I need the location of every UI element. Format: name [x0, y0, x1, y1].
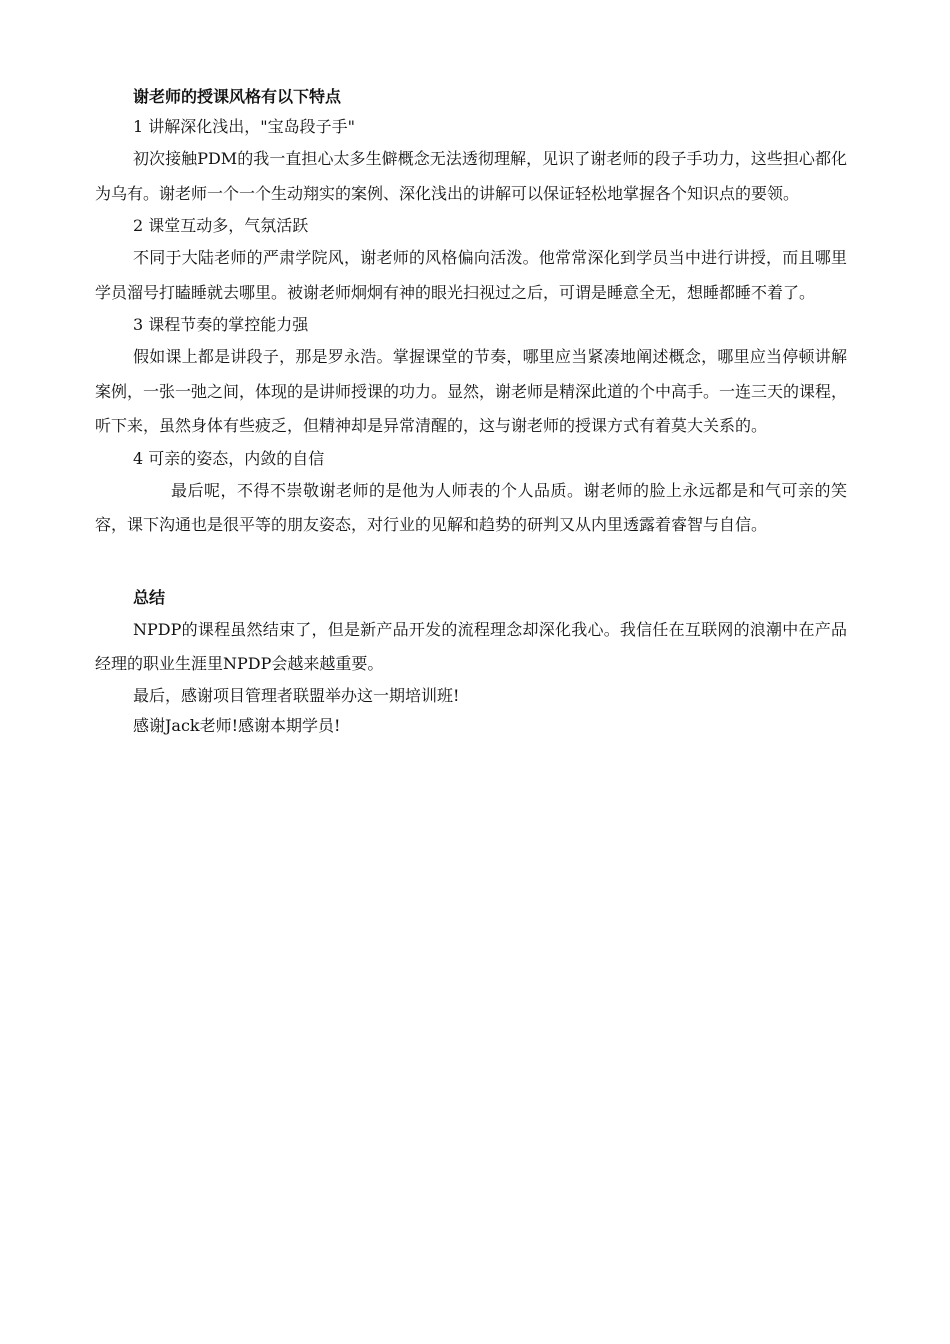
item-title-2: 2 课堂互动多，气氛活跃: [133, 216, 309, 235]
thanks-line-2: 感谢Jack老师!感谢本期学员!: [133, 715, 341, 735]
item-body-3: 假如课上都是讲段子，那是罗永浩。掌握课堂的节奏，哪里应当紧凑地阐述概念，哪里应当停顿讲解案例，一张一弛之间，体现的是讲师授课的功力。显然，谢老师是精深此道的个中高手。一连三天的课程，听下来，虽然身体有些疲乏，但精神却是异常清醒的，这与谢老师的授课方式有着莫大关系的。: [95, 347, 848, 435]
summary-heading: 总结: [133, 587, 166, 607]
document-page: [95, 82, 847, 741]
item-title-4: 4 可亲的姿态，内敛的自信: [133, 448, 325, 468]
item-body-4: 最后呢，不得不崇敬谢老师的是他为人师表的个人品质。谢老师的脸上永远都是和气可亲的笑容，课下沟通也是很平等的朋友姿态，对行业的见解和趋势的研判又从内里透露着睿智与自信。: [95, 480, 847, 534]
thanks-line-1: 最后，感谢项目管理者联盟举办这一期培训班!: [133, 685, 460, 705]
item-body-1: 初次接触PDM的我一直担心太多生僻概念无法透彻理解，见识了谢老师的段子手功力，这些担心都化为乌有。谢老师一个一个生动翔实的案例、深化浅出的讲解可以保证轻松地掌握各个知识点的要领。: [95, 149, 847, 203]
section-heading: 谢老师的授课风格有以下特点: [133, 87, 342, 106]
item-title-3: 3 课程节奏的掌控能力强: [133, 315, 309, 334]
item-body-2: 不同于大陆老师的严肃学院风，谢老师的风格偏向活泼。他常常深化到学员当中进行讲授，而且哪里学员溜号打瞌睡就去哪里。被谢老师炯炯有神的眼光扫视过之后，可谓是睡意全无，想睡都睡不着了。: [95, 248, 847, 302]
spacer: [95, 543, 847, 583]
item-title-1: 1 讲解深化浅出，"宝岛段子手": [133, 117, 355, 136]
summary-body: NPDP的课程虽然结束了，但是新产品开发的流程理念却深化我心。我信任在互联网的浪潮中在产品经理的职业生涯里NPDP会越来越重要。: [95, 619, 847, 673]
